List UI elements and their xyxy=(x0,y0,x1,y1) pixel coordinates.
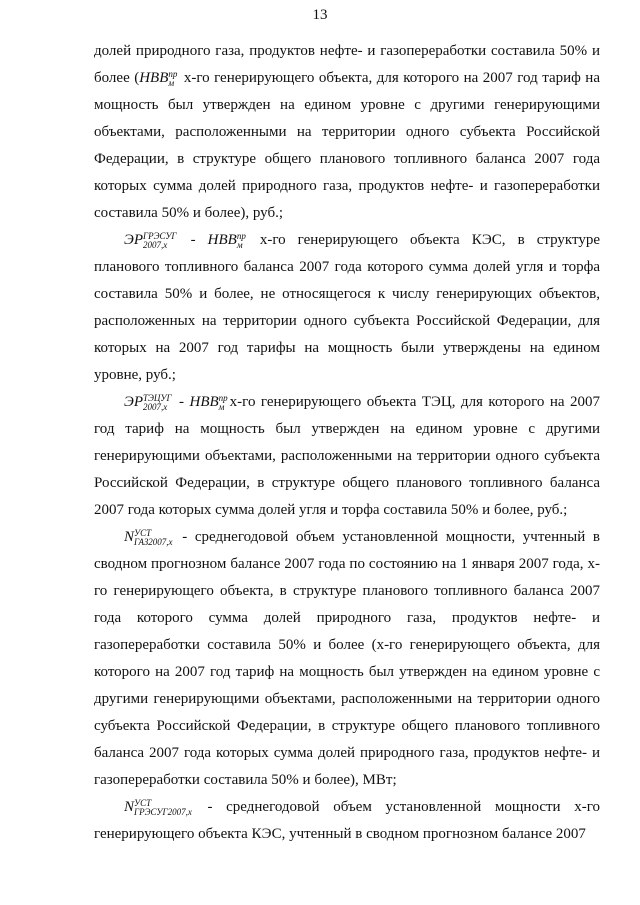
symbol-nvv: НВВ xyxy=(139,70,169,86)
symbol-nvv-sub: м xyxy=(168,78,175,88)
symbol-n-gaz-sup: УСТ xyxy=(134,528,152,538)
symbol-n-gaz-sub: ГАЗ2007,x xyxy=(134,537,173,547)
symbol-nvv-3: НВВ xyxy=(189,394,219,410)
symbol-nvv-2-sub: м xyxy=(236,240,243,250)
paragraph-1-text: x-го генерирующего объекта, для которого на 2007 год тариф на мощность был утвержден на едином уровне с другими генерирующими объектами, расположенными на территории одного субъекта Российской Федерации, в структуре общего планового топливного баланса 2007 года которых сумма долей природного газа, продуктов нефте- и газопереработки составила 50% и более), руб.; xyxy=(94,70,600,221)
document-body xyxy=(94,38,600,848)
symbol-n-gresug-sup: УСТ xyxy=(134,798,152,808)
paragraph-2-text: x-го генерирующего объекта КЭС, в структуре планового топливного баланса 2007 года которого сумма долей угля и торфа составила 50% и более, не относящегося к числу генерирующих объектов, расположенных на территории одного субъекта Российской Федерации, для которых на 2007 год тарифы на мощность были утверждены на едином уровне, руб.; xyxy=(94,232,601,383)
paragraph-2 xyxy=(94,227,600,389)
paragraph-3 xyxy=(94,389,600,524)
paragraph-3-text: x-го генерирующего объекта ТЭЦ, для которого на 2007 год тариф на мощность был утвержден на едином уровне с другими генерирующими объектами, расположенными на территории одного субъекта Российской Федерации, в структуре общего планового топливного баланса 2007 года которых сумма долей угля и торфа составила 50% и более, руб.; xyxy=(94,394,600,518)
symbol-nvv-3-indices xyxy=(219,394,228,412)
symbol-er-gresug-indices xyxy=(143,232,177,250)
symbol-er-gresug-sup: ГРЭСУГ xyxy=(142,231,177,241)
symbol-n-gaz-indices xyxy=(134,529,173,547)
paragraph-4 xyxy=(94,524,600,794)
paragraph-3-dash: - xyxy=(173,394,190,410)
paragraph-2-dash: - xyxy=(178,232,208,248)
page-number: 13 xyxy=(312,7,328,23)
symbol-n-gresug-indices xyxy=(134,799,192,817)
paragraph-1-prefix: более ( xyxy=(94,70,140,86)
symbol-n-gresug: N xyxy=(124,799,135,815)
symbol-er-gresug-sub: 2007,x xyxy=(142,240,168,250)
paragraph-4-text: - среднегодовой объем установленной мощности, учтенный в сводном прогнозном балансе 2007 года по состоянию на 1 января 2007 года, x-го генерирующего объекта, в структуре планового топливного баланса 2007 года которого сумма долей природного газа, продуктов нефте- и газопереработки составила 50% и более (x-го генерирующего объекта, для которого на 2007 год тариф на мощность был утвержден на едином уровне с другими генерирующими объектами, расположенными на территории одного субъекта Российской Федерации, в структуре общего планового топливного баланса 2007 года которых сумма долей природного газа, продуктов нефте- и газопереработки составила 50% и более), МВт; xyxy=(94,529,600,788)
symbol-nvv-2-indices xyxy=(237,232,246,250)
symbol-nvv-2-sup: пр xyxy=(236,231,246,241)
paragraph-1 xyxy=(94,38,600,227)
symbol-n-gaz: N xyxy=(124,529,135,545)
paragraph-1-line-1: долей природного газа, продуктов нефте- и газопереработки составила 50% и xyxy=(94,43,600,59)
symbol-nvv-indices xyxy=(168,70,177,88)
symbol-er-tetsug-indices xyxy=(143,394,172,412)
symbol-er-gresug: ЭР xyxy=(124,232,143,248)
paragraph-5 xyxy=(94,794,600,848)
symbol-nvv-3-sup: пр xyxy=(218,393,228,403)
symbol-nvv-sup: пр xyxy=(168,69,178,79)
symbol-nvv-3-sub: м xyxy=(218,402,225,412)
symbol-er-tetsug-sup: ТЭЦУГ xyxy=(142,393,172,403)
paragraph-5-text: - среднегодовой объем установленной мощности x-го генерирующего объекта КЭС, учтенный в сводном прогнозном балансе 2007 xyxy=(94,799,600,842)
symbol-er-tetsug: ЭР xyxy=(124,394,143,410)
symbol-nvv-2: НВВ xyxy=(207,232,237,248)
symbol-er-tetsug-sub: 2007,x xyxy=(142,402,168,412)
symbol-n-gresug-sub: ГРЭСУГ2007,x xyxy=(134,807,192,817)
